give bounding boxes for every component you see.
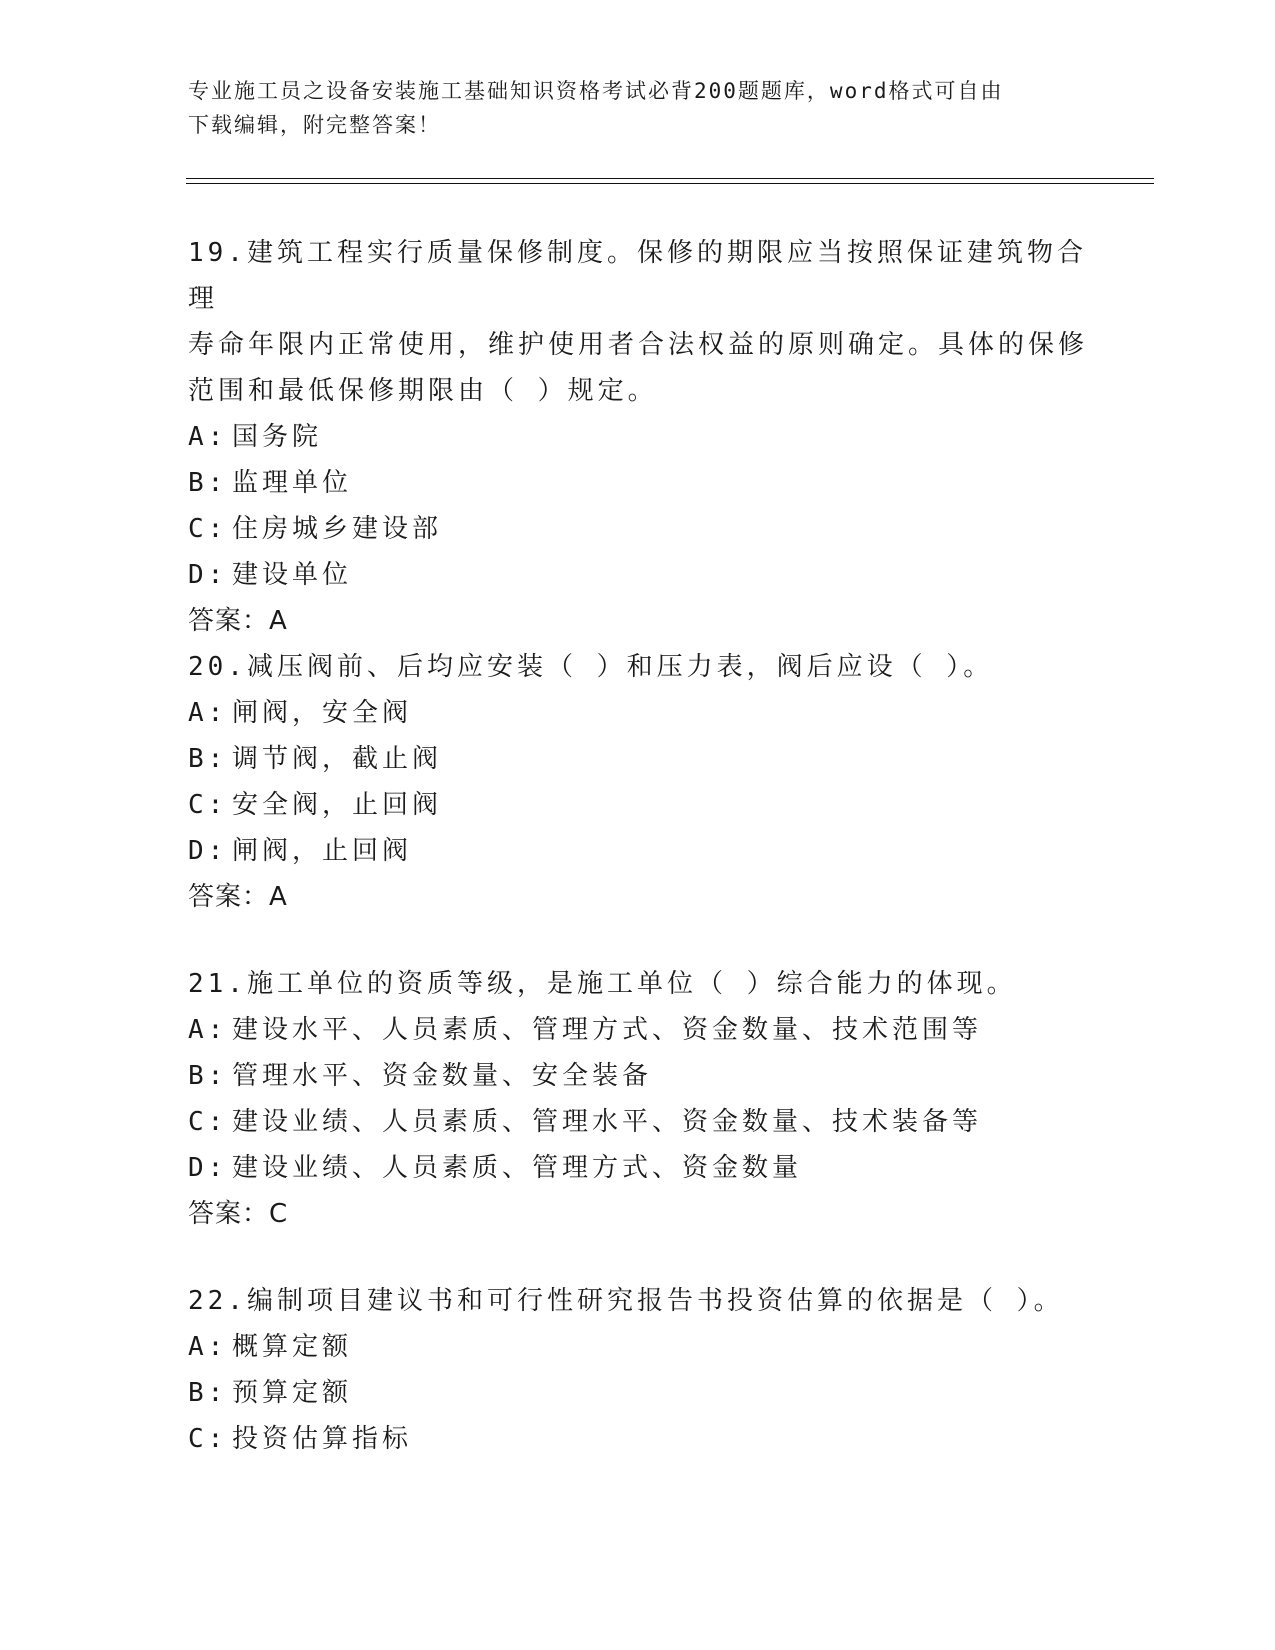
answer-label: 答案：A bbox=[188, 882, 288, 912]
option-text: 住房城乡建设部 bbox=[232, 514, 443, 544]
question-19 bbox=[188, 230, 1088, 644]
option-b bbox=[188, 736, 1088, 782]
option-text: 预算定额 bbox=[232, 1378, 353, 1408]
stem-line: 范围和最低保修期限由（ ）规定。 bbox=[188, 376, 658, 406]
option-c bbox=[188, 1099, 1088, 1145]
option-text: 概算定额 bbox=[232, 1332, 353, 1362]
question-stem bbox=[188, 230, 1088, 414]
option-c bbox=[188, 506, 1088, 552]
option-text: 建设业绩、人员素质、管理方式、资金数量 bbox=[232, 1153, 803, 1183]
option-letter: C: bbox=[188, 1424, 228, 1454]
stem-line: 22.编制项目建议书和可行性研究报告书投资估算的依据是（ ）。 bbox=[188, 1286, 1064, 1316]
header-line-2: 下载编辑，附完整答案！ bbox=[188, 113, 441, 137]
option-letter: B: bbox=[188, 744, 228, 774]
option-b bbox=[188, 460, 1088, 506]
option-text: 闸阀，安全阀 bbox=[232, 698, 413, 728]
option-c bbox=[188, 782, 1088, 828]
stem-line: 20.减压阀前、后均应安装（ ）和压力表，阀后应设（ ）。 bbox=[188, 652, 994, 682]
option-d bbox=[188, 828, 1088, 874]
option-letter: A: bbox=[188, 422, 228, 452]
option-a bbox=[188, 690, 1088, 736]
question-20 bbox=[188, 644, 1088, 920]
option-d bbox=[188, 1145, 1088, 1191]
stem-line: 寿命年限内正常使用，维护使用者合法权益的原则确定。具体的保修 bbox=[188, 330, 1089, 360]
option-b bbox=[188, 1370, 1088, 1416]
question-21 bbox=[188, 961, 1088, 1237]
question-stem bbox=[188, 1278, 1088, 1324]
option-text: 调节阀，截止阀 bbox=[232, 744, 443, 774]
option-letter: A: bbox=[188, 1015, 228, 1045]
option-text: 建设水平、人员素质、管理方式、资金数量、技术范围等 bbox=[232, 1015, 983, 1045]
option-text: 建设业绩、人员素质、管理水平、资金数量、技术装备等 bbox=[232, 1107, 983, 1137]
header-line-1: 专业施工员之设备安装施工基础知识资格考试必背200题题库，word格式可自由 bbox=[188, 79, 1004, 103]
question-stem bbox=[188, 961, 1088, 1007]
option-text: 监理单位 bbox=[232, 468, 353, 498]
stem-line: 21.施工单位的资质等级，是施工单位（ ）综合能力的体现。 bbox=[188, 969, 1017, 999]
option-a bbox=[188, 1007, 1088, 1053]
option-d bbox=[188, 552, 1088, 598]
option-a bbox=[188, 414, 1088, 460]
option-text: 安全阀，止回阀 bbox=[232, 790, 443, 820]
option-letter: D: bbox=[188, 560, 228, 590]
option-text: 闸阀，止回阀 bbox=[232, 836, 413, 866]
option-letter: B: bbox=[188, 468, 228, 498]
option-letter: C: bbox=[188, 790, 228, 820]
option-letter: C: bbox=[188, 1107, 228, 1137]
answer-label: 答案：C bbox=[188, 1199, 289, 1229]
option-letter: D: bbox=[188, 1153, 228, 1183]
stem-line: 19.建筑工程实行质量保修制度。保修的期限应当按照保证建筑物合理 bbox=[188, 238, 1087, 314]
answer-label: 答案：A bbox=[188, 606, 288, 636]
option-letter: A: bbox=[188, 698, 228, 728]
option-letter: B: bbox=[188, 1061, 228, 1091]
option-letter: D: bbox=[188, 836, 228, 866]
option-letter: B: bbox=[188, 1378, 228, 1408]
option-letter: C: bbox=[188, 514, 228, 544]
option-b bbox=[188, 1053, 1088, 1099]
option-a bbox=[188, 1324, 1088, 1370]
option-text: 管理水平、资金数量、安全装备 bbox=[232, 1061, 653, 1091]
option-letter: A: bbox=[188, 1332, 228, 1362]
option-text: 投资估算指标 bbox=[232, 1424, 413, 1454]
document-header bbox=[188, 74, 1088, 142]
header-divider-top bbox=[186, 178, 1154, 179]
question-stem bbox=[188, 644, 1088, 690]
question-22 bbox=[188, 1278, 1088, 1462]
header-divider-bottom bbox=[186, 183, 1154, 184]
option-text: 国务院 bbox=[232, 422, 323, 452]
option-text: 建设单位 bbox=[232, 560, 353, 590]
option-c bbox=[188, 1416, 1088, 1462]
